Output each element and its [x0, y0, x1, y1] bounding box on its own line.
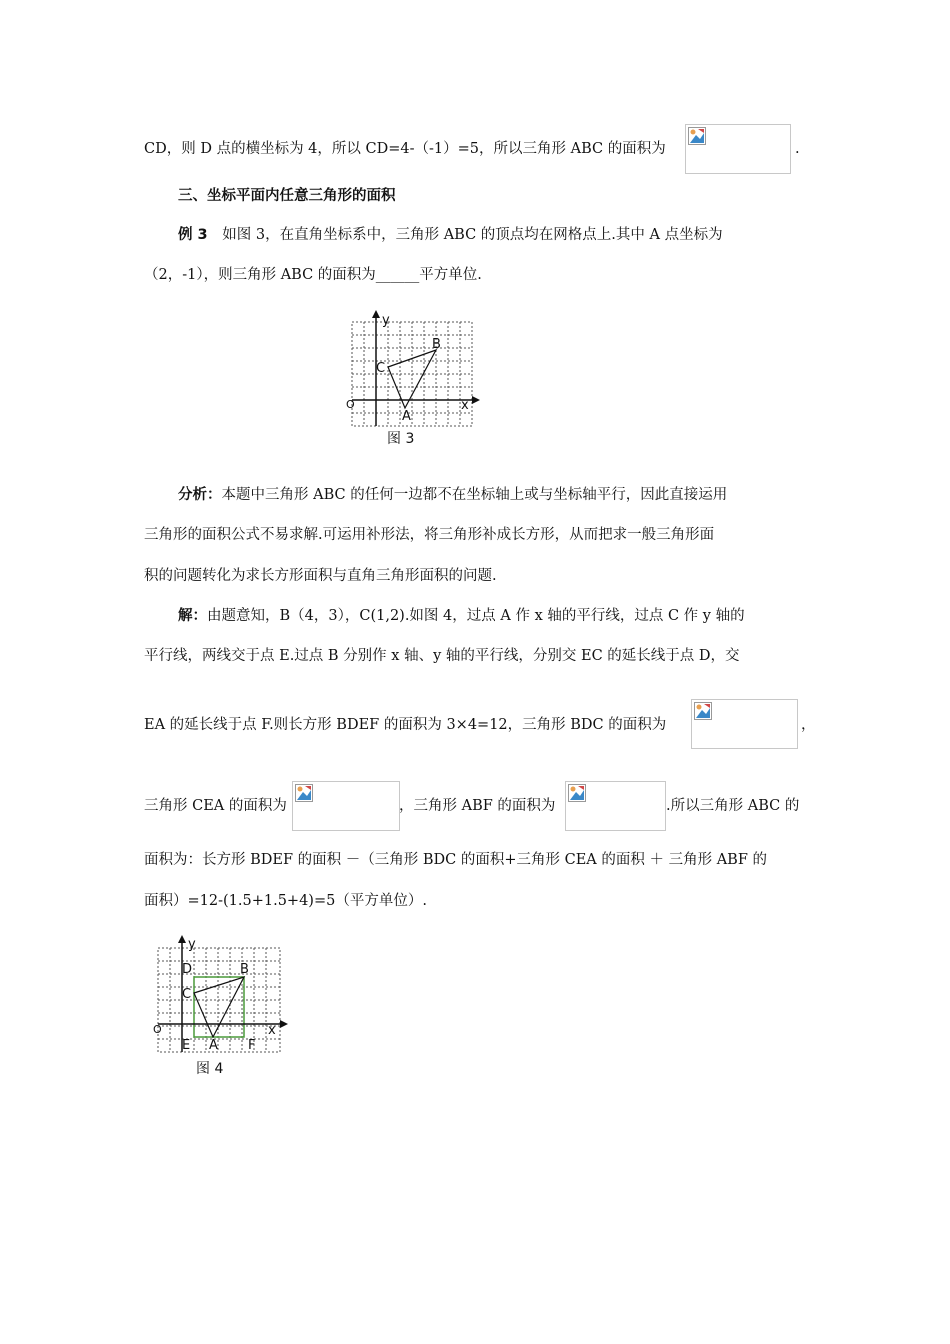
analysis-text-3: 积的问题转化为求长方形面积与直角三角形面积的问题.	[144, 568, 497, 584]
section-title	[178, 186, 396, 206]
solution-text-2: 平行线，两线交于点 E.过点 B 分别作 x 轴、y 轴的平行线，分别交 EC 的延长线于点 D，交	[144, 648, 740, 664]
solution-line-5	[144, 850, 767, 870]
figure-3-caption: 图 3	[387, 431, 415, 447]
figure-4-label-f: F	[248, 1038, 256, 1053]
solution-text-6: 面积）=12-(1.5+1.5+4)=5（平方单位）.	[144, 893, 427, 909]
text-cd-result: CD，则 D 点的横坐标为 4，所以 CD=4-（-1）=5，所以三角形 ABC 的面积为	[144, 141, 666, 157]
figure-3-label-a: A	[402, 409, 411, 424]
solution-label: 解：	[178, 608, 207, 624]
solution-text-5: 面积为：长方形 BDEF 的面积 －（三角形 BDC 的面积+三角形 CEA 的面积 ＋ 三角形 ABF 的	[144, 852, 767, 868]
solution-text-4c: .所以三角形 ABC 的	[666, 798, 800, 814]
example3-text: 如图 3，在直角坐标系中，三角形 ABC 的顶点均在网格点上.其中 A 点坐标为	[222, 227, 723, 243]
formula-image-cea	[292, 781, 400, 831]
solution-comma	[801, 715, 816, 735]
figure-4-x-arrow	[280, 1020, 288, 1028]
figure-3-y-arrow	[372, 310, 380, 318]
figure-4-label-e: E	[182, 1038, 191, 1053]
figure-4-label-x: x	[268, 1023, 276, 1038]
rectangle-bdef	[194, 977, 244, 1037]
text-line-1	[144, 139, 666, 159]
figure-3-label-b: B	[432, 337, 441, 352]
text-period: .	[795, 141, 800, 157]
figure-4-label-b: B	[240, 962, 249, 977]
figure-3-label-x: x	[461, 398, 469, 413]
broken-image-icon	[295, 784, 313, 802]
analysis-text-2: 三角形的面积公式不易求解.可运用补形法，将三角形补成长方形，从而把求一般三角形面	[144, 527, 715, 543]
figure-4-caption: 图 4	[196, 1061, 224, 1077]
figure-3-label-o: O	[346, 398, 355, 411]
broken-image-icon	[568, 784, 586, 802]
text-period-1	[795, 139, 800, 159]
figure-4	[150, 932, 300, 1080]
figure-4-label-c: C	[182, 987, 192, 1002]
solution-line-6	[144, 891, 427, 911]
example3-line-2	[144, 265, 482, 285]
figure-3-graph	[340, 308, 490, 433]
formula-image-1	[685, 124, 791, 174]
section-title-text: 三、坐标平面内任意三角形的面积	[178, 188, 396, 204]
figure-3-label-c: C	[376, 361, 386, 376]
figure-4-label-d: D	[182, 962, 193, 977]
solution-text-4a: 三角形 CEA 的面积为	[144, 798, 287, 814]
analysis-text-1: 本题中三角形 ABC 的任何一边都不在坐标轴上或与坐标轴平行，因此直接运用	[221, 487, 728, 503]
solution-line-4c	[666, 796, 799, 816]
solution-line-2	[144, 646, 740, 666]
formula-image-bdc	[691, 699, 798, 749]
solution-line-4b	[399, 796, 555, 816]
solution-text-3: EA 的延长线于点 F.则长方形 BDEF 的面积为 3×4=12，三角形 BDC 的面积为	[144, 717, 667, 733]
solution-text-1: 由题意知，B（4，3），C(1,2).如图 4，过点 A 作 x 轴的平行线，过点 C 作 y 轴的	[207, 608, 745, 624]
figure-4-label-y: y	[188, 937, 196, 952]
analysis-label: 分析：	[178, 487, 222, 503]
figure-4-graph	[150, 932, 300, 1057]
solution-comma-text: ，	[801, 717, 816, 733]
triangle-abc-4	[194, 977, 244, 1037]
example3-label: 例 3	[178, 227, 208, 243]
analysis-line-2	[144, 525, 714, 545]
solution-text-4b: ，三角形 ABF 的面积为	[399, 798, 556, 814]
example3-line-1	[178, 225, 723, 245]
analysis-line-1	[178, 485, 727, 505]
broken-image-icon	[694, 702, 712, 720]
figure-4-y-arrow	[178, 935, 186, 943]
example3-question: （2，-1），则三角形 ABC 的面积为______平方单位.	[144, 267, 482, 283]
figure-3-label-y: y	[382, 313, 390, 328]
formula-image-abf	[565, 781, 666, 831]
figure-4-label-o: O	[153, 1023, 162, 1036]
analysis-line-3	[144, 566, 497, 586]
figure-3-x-arrow	[472, 396, 480, 404]
figure-3-grid	[352, 322, 472, 426]
solution-line-3	[144, 715, 666, 735]
figure-3	[340, 308, 490, 448]
figure-4-label-a: A	[209, 1038, 218, 1053]
solution-line-1	[178, 606, 745, 626]
broken-image-icon	[688, 127, 706, 145]
solution-line-4a	[144, 796, 287, 816]
